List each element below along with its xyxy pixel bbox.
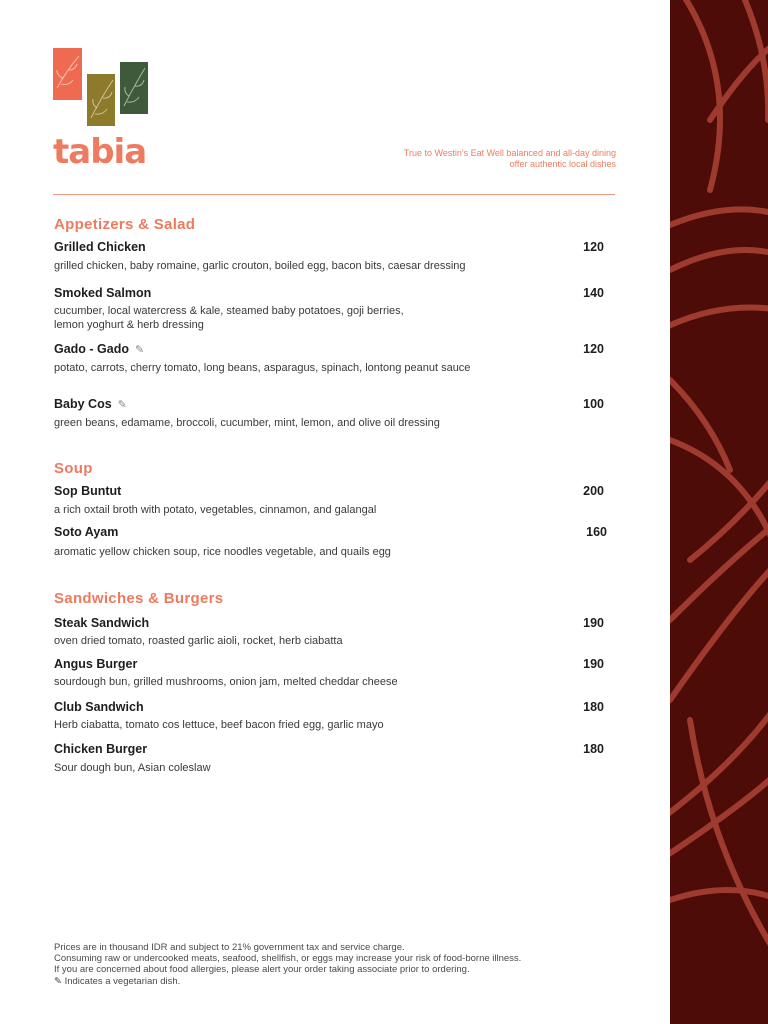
menu-item-price: 190 — [583, 657, 604, 671]
description-line: Sour dough bun, Asian coleslaw — [54, 762, 211, 774]
menu-item-price: 120 — [583, 342, 604, 356]
menu-item-description — [54, 416, 574, 430]
footer-note: Prices are in thousand IDR and subject to 21% government tax and service charge. — [54, 942, 405, 953]
vegetarian-icon: ✎ — [135, 344, 145, 356]
footer-note: If you are concerned about food allergies, please alert your order taking associate prior to ordering. — [54, 964, 470, 976]
menu-item-price: 190 — [583, 616, 604, 630]
tabia-logo-icon — [53, 48, 149, 128]
footer-note: ✎ Indicates a vegetarian dish. — [54, 975, 181, 987]
menu-item-name: Chicken Burger — [54, 742, 148, 756]
section-title-sandwiches: Sandwiches & Burgers — [54, 590, 224, 607]
decorative-side-panel — [670, 0, 768, 1024]
menu-item-price: 100 — [583, 397, 604, 411]
description-line: cucumber, local watercress & kale, steamed baby potatoes, goji berries, — [54, 305, 404, 317]
description-line: grilled chicken, baby romaine, garlic crouton, boiled egg, bacon bits, caesar dressing — [54, 260, 466, 272]
menu-item-name: Angus Burger — [54, 657, 138, 671]
section-title-appetizers: Appetizers & Salad — [54, 216, 196, 233]
menu-item-name: Steak Sandwich — [54, 616, 150, 630]
menu-item-name: Sop Buntut — [54, 484, 122, 498]
footer-note: Consuming raw or undercooked meats, seafood, shellfish, or eggs may increase your risk of food-borne illness. — [54, 953, 522, 965]
menu-item-name: Club Sandwich — [54, 700, 144, 714]
menu-item-description — [54, 259, 574, 273]
menu-item-price: 120 — [583, 240, 604, 254]
menu-item-name: Gado - Gado — [54, 342, 129, 356]
menu-item-price: 180 — [583, 742, 604, 756]
menu-item-description — [54, 304, 574, 332]
brand-wordmark: tabia — [53, 132, 147, 172]
section-title-soup: Soup — [54, 460, 93, 477]
header-divider — [53, 194, 615, 195]
description-line: potato, carrots, cherry tomato, long beans, asparagus, spinach, lontong peanut sauce — [54, 362, 471, 374]
description-line: oven dried tomato, roasted garlic aioli, rocket, herb ciabatta — [54, 635, 343, 647]
menu-item-price: 160 — [586, 525, 607, 539]
tagline-line: offer authentic local dishes — [509, 159, 616, 169]
description-line: aromatic yellow chicken soup, rice noodles vegetable, and quails egg — [54, 546, 391, 558]
menu-item-name-row — [54, 342, 144, 356]
menu-item-price: 140 — [583, 286, 604, 300]
brand-tagline — [316, 148, 616, 170]
menu-item-name: Grilled Chicken — [54, 240, 146, 254]
menu-footer-notes — [54, 942, 614, 987]
leaf-pattern-icon — [670, 0, 768, 1024]
description-line: Herb ciabatta, tomato cos lettuce, beef bacon fried egg, garlic mayo — [54, 719, 384, 731]
menu-item-description — [54, 761, 574, 775]
tagline-line: True to Westin's Eat Well balanced and all-day dining — [403, 148, 616, 158]
menu-item-price: 180 — [583, 700, 604, 714]
description-line: sourdough bun, grilled mushrooms, onion jam, melted cheddar cheese — [54, 676, 398, 688]
menu-item-name: Smoked Salmon — [54, 286, 152, 300]
menu-item-name: Baby Cos — [54, 397, 112, 411]
description-line: lemon yoghurt & herb dressing — [54, 319, 204, 331]
vegetarian-icon: ✎ — [117, 399, 127, 411]
menu-item-price: 200 — [583, 484, 604, 498]
menu-item-description — [54, 718, 574, 732]
menu-item-name: Soto Ayam — [54, 525, 119, 539]
description-line: green beans, edamame, broccoli, cucumber, mint, lemon, and olive oil dressing — [54, 417, 440, 429]
menu-item-description — [54, 545, 574, 559]
menu-item-description — [54, 634, 574, 648]
description-line: a rich oxtail broth with potato, vegetables, cinnamon, and galangal — [54, 504, 377, 516]
menu-item-name-row — [54, 397, 127, 411]
menu-item-description — [54, 503, 574, 517]
menu-item-description — [54, 361, 574, 375]
menu-item-description — [54, 675, 574, 689]
